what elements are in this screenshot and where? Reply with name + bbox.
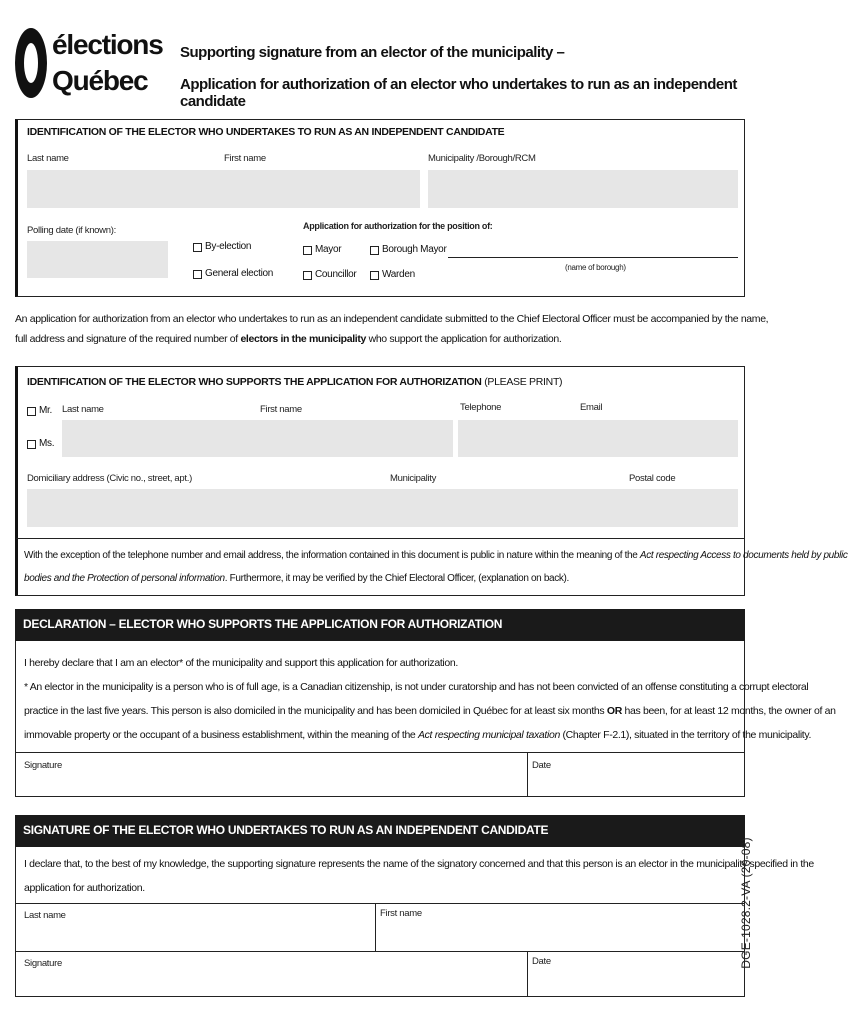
candidate-name-field[interactable] [27,170,420,208]
form-title-line1: Supporting signature from an elector of the municipality – [180,44,565,61]
polling-date-label: Polling date (if known): [27,225,116,236]
declaration-signature-divider [16,752,744,753]
declaration-date-label: Date [532,760,551,771]
supporter-identification-heading: IDENTIFICATION OF THE ELECTOR WHO SUPPORTS THE APPLICATION FOR AUTHORIZATION (PLEASE PRINT) [27,376,563,388]
candidate-name-divider [16,903,744,904]
logo-text-line1: élections [52,29,163,60]
supporter-last-name-label: Last name [62,404,104,415]
borough-name-caption: (name of borough) [565,263,626,272]
supporter-first-name-label: First name [260,404,302,415]
candidate-identification-heading: IDENTIFICATION OF THE ELECTOR WHO UNDERTAKES TO RUN AS AN INDEPENDENT CANDIDATE [27,126,505,138]
supporter-notice-divider [16,538,744,539]
candidate-date-label: Date [532,956,551,967]
ms-label: Ms. [39,438,55,449]
borough-mayor-checkbox[interactable] [370,246,379,255]
logo-text-line2: Québec [52,65,148,96]
warden-checkbox[interactable] [370,271,379,280]
supporter-name-field[interactable] [62,420,453,457]
candidate-date-divider [527,951,528,996]
borough-mayor-label: Borough Mayor [382,244,447,255]
declaration-signature-label: Signature [24,760,62,771]
candidate-date-field[interactable] [560,962,740,994]
supporter-address-field[interactable] [27,489,738,527]
general-election-label: General election [205,268,274,279]
elections-quebec-logo-mark [15,28,47,98]
declaration-text: I hereby declare that I am an elector* of the municipality and support this application for authorization. * An elector in the municipality is a person who is of full age, is a Canadian citizenship, is not under curatorship and has not been convicted of an offense constituting a corrupt electoral practice in the last five years. This person is also domiciled in the municipality and has been domiciled in Québec for at least six months OR has been, for at least 12 months, the owner of an immovable property or the occupant of a business establishment, within the meaning of the Act respecting municipal taxation (Chapter F-2.1), situated in the territory of the municipality. [24,657,836,741]
by-election-label: By-election [205,241,252,252]
form-title-line2: Application for authorization of an elector who undertakes to run as an independent candidate [180,76,737,110]
declaration-heading: DECLARATION – ELECTOR WHO SUPPORTS THE APPLICATION FOR AUTHORIZATION [15,609,745,641]
supporter-email-label: Email [580,402,603,413]
candidate-signature-last-name-label: Last name [24,910,66,921]
borough-name-line[interactable] [448,257,738,258]
councillor-label: Councillor [315,269,357,280]
candidate-signature-text: I declare that, to the best of my knowledge, the supporting signature represents the name of the signatory concerned and that this person is an elector in the municipality specified in the application for authorization. [24,858,814,894]
candidate-name-column-divider [375,903,376,951]
candidate-signature-label: Signature [24,958,62,969]
ms-checkbox[interactable] [27,440,36,449]
supporter-address-label: Domiciliary address (Civic no., street, apt.) [27,473,192,484]
candidate-signature-first-name-field[interactable] [430,915,730,947]
supporter-municipality-label: Municipality [390,473,437,484]
position-label: Application for authorization for the position of: [303,221,493,231]
intro-paragraph [15,309,769,349]
supporter-postal-code-label: Postal code [629,473,676,484]
candidate-signature-first-name-label: First name [380,908,422,919]
candidate-municipality-field[interactable] [428,170,738,208]
intro-line2: full address and signature of the required number of electors in the municipality who support the application for authorization. [15,333,562,345]
form-code: DGE-1028.2-VA (20-08) [739,837,753,969]
mayor-label: Mayor [315,244,342,255]
mr-checkbox[interactable] [27,407,36,416]
mr-label: Mr. [39,405,52,416]
candidate-first-name-label: First name [224,153,266,164]
declaration-signature-field[interactable] [60,762,520,794]
public-information-notice: With the exception of the telephone number and email address, the information contained in this document is public in nature within the meaning of the Act respecting Access to documents held by public bodies and the Protection of personal information. Furthermore, it may be verified by the Chief Electoral Officer, (explanation on back). [24,550,848,584]
declaration-date-divider [527,752,528,796]
candidate-signature-field[interactable] [60,962,520,994]
candidate-municipality-label: Municipality /Borough/RCM [428,153,536,164]
polling-date-field[interactable] [27,241,168,278]
declaration-date-field[interactable] [560,762,740,794]
warden-label: Warden [382,269,415,280]
candidate-signature-divider [16,951,744,952]
supporter-phone-email-field[interactable] [458,420,738,457]
mayor-checkbox[interactable] [303,246,312,255]
by-election-checkbox[interactable] [193,243,202,252]
candidate-signature-last-name-field[interactable] [80,915,370,947]
candidate-signature-heading: SIGNATURE OF THE ELECTOR WHO UNDERTAKES TO RUN AS AN INDEPENDENT CANDIDATE [15,815,745,847]
candidate-last-name-label: Last name [27,153,69,164]
supporter-telephone-label: Telephone [460,402,502,413]
general-election-checkbox[interactable] [193,270,202,279]
councillor-checkbox[interactable] [303,271,312,280]
intro-line1: An application for authorization from an elector who undertakes to run as an independent candidate submitted to the Chief Electoral Officer must be accompanied by the name, [15,313,769,325]
